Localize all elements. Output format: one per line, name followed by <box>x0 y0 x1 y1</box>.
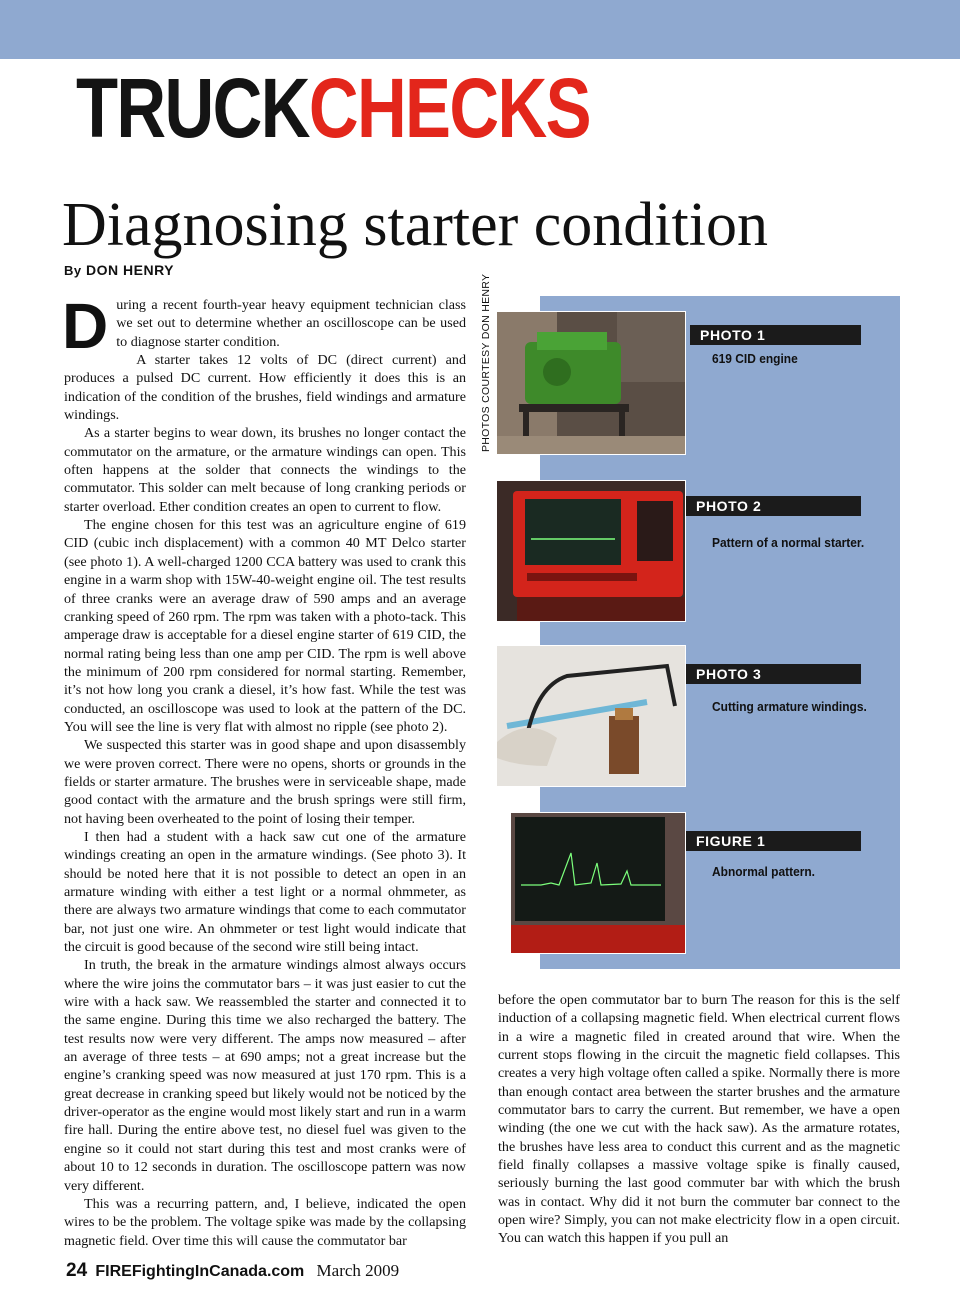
article-paragraph: The engine chosen for this test was an agriculture engine of 619 CID (cubic inch displacement) with a common 40 MT Delco starter (see photo 1). A well-charged 1200 CCA battery was used to crank this engine in a warm shop with 15W-40-weight engine oil. The test results of three cranks were an average draw of 590 amps and an average cranking speed of 260 rpm. The rpm was taken with a photo-tack. This amperage draw is acceptable for a diesel engine starter of 619 CID, the normal rating being less than one amp per CID. The rpm is well above the minimum of 200 rpm considered for normal starting. Remember, it’s not how long you crank a diesel, it’s how fast. While the test was conducted, an oscilloscope was used to look at the pattern of the DC. You will see the line is very flat with almost no ripple (see photo 2). <box>64 517 466 735</box>
oscilloscope-abnormal-illustration <box>511 813 685 953</box>
section-title <box>76 61 590 155</box>
photo2-tag: PHOTO 2 <box>686 496 861 516</box>
article-headline: Diagnosing starter condition <box>62 191 768 259</box>
figure1-tag: FIGURE 1 <box>686 831 861 851</box>
article-paragraph: uring a recent fourth-year heavy equipment technician class we set out to determine whether an oscilloscope can be used to diagnose starter condition. <box>116 297 466 350</box>
footer-website: FIREFightingInCanada.com <box>95 1263 305 1280</box>
page-number: 24 <box>66 1260 88 1281</box>
section-title-truck: TRUCK <box>76 61 309 155</box>
engine-illustration <box>497 312 685 454</box>
hacksaw-illustration <box>497 646 685 786</box>
byline <box>64 262 174 278</box>
article-paragraph: A starter takes 12 volts of DC (direct current) and produces a pulsed DC current. How efficiently it does this is an indication of the condition of the brushes, field windings and armature windings. <box>64 352 466 424</box>
figure-abnormal-pattern-image <box>510 812 686 954</box>
byline-author: DON HENRY <box>86 262 175 278</box>
footer-date: March 2009 <box>316 1261 400 1280</box>
photo3-caption: Cutting armature windings. <box>712 699 867 714</box>
photo-scope-normal-image <box>496 480 686 622</box>
article-column-right <box>498 991 900 1248</box>
article-paragraph: I then had a student with a hack saw cut one of the armature windings creating an open in the armature windings. (See photo 3). It should be noted here that it is not possible to detect an open in an armature winding with either a test light or a normal ohmmeter, as there are always two armature windings that come to each commutator bar, not just one wire. An ohmmeter or test light would indicate that the circuit is good because of the second wire still being intact. <box>64 828 466 956</box>
photo2-caption: Pattern of a normal starter. <box>712 535 865 550</box>
section-title-checks: CHECKS <box>308 61 590 155</box>
figure1-caption: Abnormal pattern. <box>712 864 816 879</box>
article-column-left <box>62 290 466 1250</box>
byline-prefix: By <box>64 263 82 278</box>
photo1-caption: 619 CID engine <box>712 351 798 366</box>
header-color-bar <box>0 0 960 59</box>
photo-hacksaw-image <box>496 645 686 787</box>
oscilloscope-normal-illustration <box>497 481 685 621</box>
photo-engine-image <box>496 311 686 455</box>
article-paragraph: before the open commutator bar to burn The reason for this is the self induction of a collapsing magnetic field. When electrical current flows in a wire a magnetic filed in created around that wire. When the current stops flowing in the circuit the magnetic field collapses. This creates a very high voltage often called a spike. Normally there is more than enough contact area between the starter brushes and the armature commutator bars to carry the current. But remember, we have a open winding (the one we cut with the hack saw). As the armature rotates, the brushes have less area to conduct this current and as the magnetic field finally collapses a massive voltage spike is finally caused, seriously burning the last good commuter bar with which the brush was in contact. Why did it not burn the commuter bar connect to the open wire? Simply, you can not make electricity flow in a open circuit. You can watch this happen if you pull an <box>498 992 900 1247</box>
photo-credit: PHOTOS COURTESY DON HENRY <box>480 273 492 452</box>
photo3-tag: PHOTO 3 <box>686 664 861 684</box>
article-paragraph: We suspected this starter was in good shape and upon disassembly we were proven correct. There were no opens, shorts or grounds in the fields or starter armature. The brushes were in serviceable shape, made good contact with the armature and the brush springs were still firm, not having been overheated to the point of losing their temper. <box>64 737 466 827</box>
photo1-tag: PHOTO 1 <box>690 325 861 345</box>
article-paragraph: As a starter begins to wear down, its brushes no longer contact the commutator on the armature, or the armature windings can open. This often happens at the solder that connects the windings to the commutator. This solder can melt because of long cranking periods or starter overload. Ether condition creates an open to current to flow. <box>64 425 466 515</box>
article-paragraph: In truth, the break in the armature windings almost always occurs where the wire joins the commutator bars – it was just easier to cut the wire with a hack saw. We reassembled the starter and connected it to the same engine. During this time we also recharged the battery. The test results now were very different. The amps now measured – after an average of three tests – at 690 amps; not a great increase but the engine’s cranking speed was now measured at just 170 rpm. This is a great decrease in cranking speed but likely would not be noticed by the driver-operator as the engine would most likely start and run in a warm fire hall. During the entire above test, no diesel fuel was given to the engine so it could not start during this test and most cranks were of about 10 to 12 seconds in duration. The oscilloscope pattern was now very different. <box>64 957 466 1194</box>
drop-cap: D <box>62 290 109 362</box>
article-paragraph: This was a recurring pattern, and, I believe, indicated the open wires to be the problem. The voltage spike was made by the collapsing magnetic field. Over time this will cause the commutator bar <box>64 1195 466 1249</box>
page-footer <box>66 1260 399 1282</box>
